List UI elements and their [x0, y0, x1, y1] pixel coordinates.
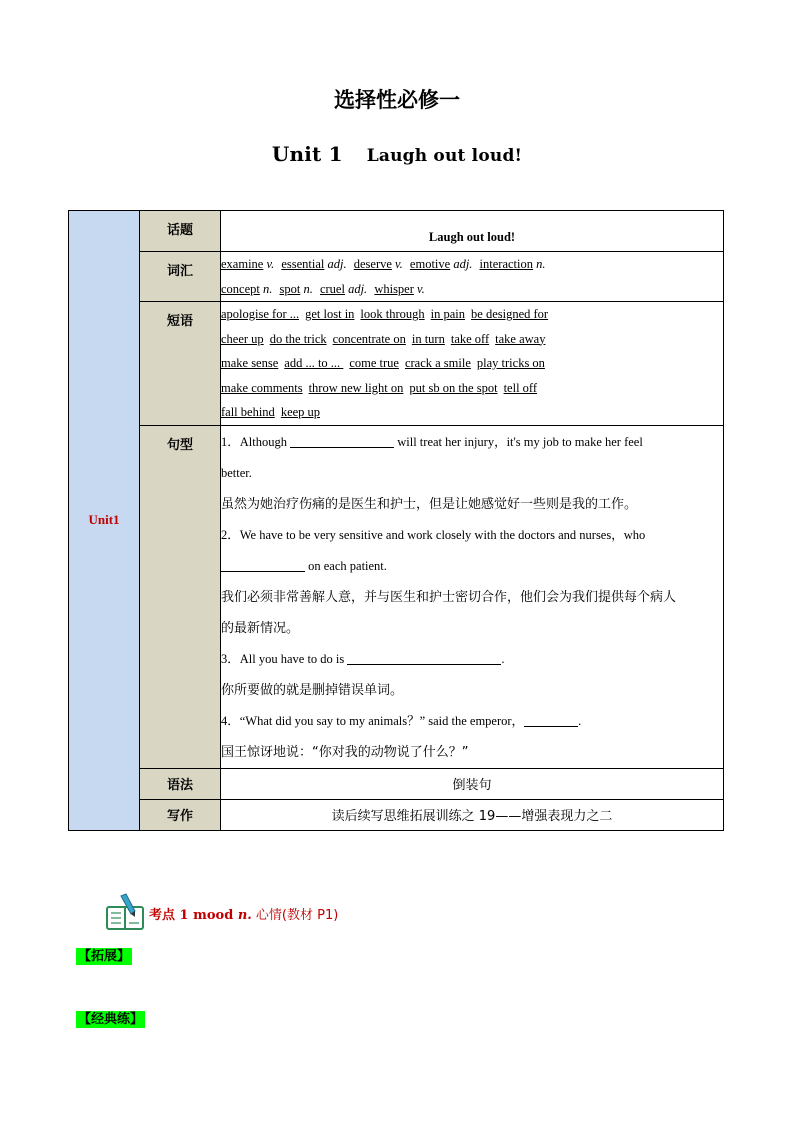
vocab-pos: n.	[263, 281, 273, 296]
kaodian-heading	[105, 893, 338, 933]
vocab-line	[221, 277, 723, 302]
vocab-word: emotive	[409, 257, 451, 271]
phrase: apologise for ...	[221, 307, 300, 321]
phrase: do the trick	[269, 331, 327, 346]
vocab-pos: n.	[303, 281, 313, 296]
phrase: get lost in	[305, 307, 355, 321]
phrase: cheer up	[221, 331, 264, 346]
vocab-pos: adj.	[327, 257, 347, 271]
phrase: in turn	[411, 331, 445, 346]
sentence-4-translation: 国王惊讶地说：“你对我的动物说了什么？”	[221, 744, 469, 760]
phrase: take away	[495, 331, 546, 346]
vocab-pos: v.	[417, 281, 425, 296]
answer-blank	[290, 433, 394, 448]
vocab-pos: adj.	[348, 281, 368, 296]
vocab-pos: v.	[395, 257, 403, 271]
phrase: keep up	[280, 405, 321, 419]
phrase: tell off	[503, 380, 538, 395]
vocab-word: deserve	[353, 257, 392, 271]
phrase-line	[221, 376, 723, 401]
vocab-line	[221, 252, 723, 277]
phrase-line	[221, 400, 723, 425]
vocab-word: examine	[221, 257, 264, 271]
phrase: concentrate on	[332, 331, 406, 346]
sentence-2: 2．We have to be very sensitive and work closely with the doctors and nurses，who	[221, 527, 646, 542]
vocab-word: concept	[221, 281, 260, 296]
writing-value: 读后续写思维拓展训练之 19——增强表现力之二	[221, 799, 724, 830]
expand-tag: 【拓展】	[78, 949, 131, 964]
phrase: be designed for	[471, 307, 549, 321]
vocab-pos: n.	[536, 257, 546, 271]
grammar-value: 倒装句	[221, 768, 724, 799]
phrase: make sense	[221, 356, 279, 370]
sentence-3-translation: 你所要做的就是删掉错误单词。	[221, 682, 404, 698]
phrase: come true	[349, 356, 399, 370]
phrase: make comments	[221, 380, 303, 395]
vocab-cell	[221, 252, 724, 302]
book-pen-icon	[105, 893, 147, 933]
phrase: take off	[450, 331, 490, 346]
vocab-pos: adj.	[453, 257, 473, 271]
sentence-1-cont: better.	[221, 465, 252, 480]
unit-title	[0, 142, 794, 166]
unit-topic: Laugh out loud!	[366, 146, 523, 166]
classic-exercise-tag: 【经典练】	[78, 1012, 144, 1027]
sentence-4: 4．“What did you say to my animals？” said the emperor， .	[221, 713, 582, 728]
kaodian-text: 考点 1 mood n. 心情(教材 P1)	[149, 907, 339, 923]
phrase: add ... to ...	[284, 356, 344, 370]
phrase: put sb on the spot	[409, 380, 498, 395]
phrase: look through	[360, 307, 425, 321]
sentences-cell	[221, 425, 724, 768]
vocab-word: essential	[281, 257, 325, 271]
phrase: throw new light on	[308, 380, 404, 395]
topic-cell	[221, 211, 724, 252]
phrase-line	[221, 302, 723, 327]
unit-label: Unit1	[69, 211, 140, 831]
sentence-1: 1．Although will treat her injury，it's my job to make her feel	[221, 434, 643, 449]
phrase: in pain	[430, 307, 466, 321]
page-title: 选择性必修一	[334, 88, 460, 112]
unit-overview-table	[68, 210, 724, 831]
phrases-label: 短语	[140, 302, 221, 426]
sentence-3: 3．All you have to do is .	[221, 651, 505, 666]
grammar-label: 语法	[140, 768, 221, 799]
sentence-1-translation: 虽然为她治疗伤痛的是医生和护士，但是让她感觉好一些则是我的工作。	[221, 496, 638, 512]
topic-value: Laugh out loud!	[428, 230, 516, 244]
sentence-2-translation: 我们必须非常善解人意，并与医生和护士密切合作，他们会为我们提供每个病人	[221, 589, 677, 605]
phrase: play tricks on	[476, 356, 545, 370]
unit-number: Unit 1	[271, 142, 343, 166]
answer-blank	[347, 650, 501, 665]
sentence-2-translation-cont: 的最新情况。	[221, 620, 300, 636]
answer-blank	[524, 712, 578, 727]
phrases-cell	[221, 302, 724, 426]
vocab-pos: v.	[266, 257, 275, 271]
sentence-2-cont: on each patient.	[221, 551, 723, 582]
phrase: fall behind	[221, 405, 275, 419]
writing-label: 写作	[140, 799, 221, 830]
topic-label: 话题	[140, 211, 221, 252]
phrase-line	[221, 351, 723, 376]
vocab-word: interaction	[479, 257, 533, 271]
answer-blank	[221, 557, 305, 572]
vocab-word: spot	[279, 281, 301, 296]
vocab-word: whisper	[374, 281, 414, 296]
sentences-label: 句型	[140, 425, 221, 768]
phrase-line	[221, 327, 723, 352]
vocab-label: 词汇	[140, 252, 221, 302]
vocab-word: cruel	[319, 281, 345, 296]
phrase: crack a smile	[404, 356, 471, 370]
